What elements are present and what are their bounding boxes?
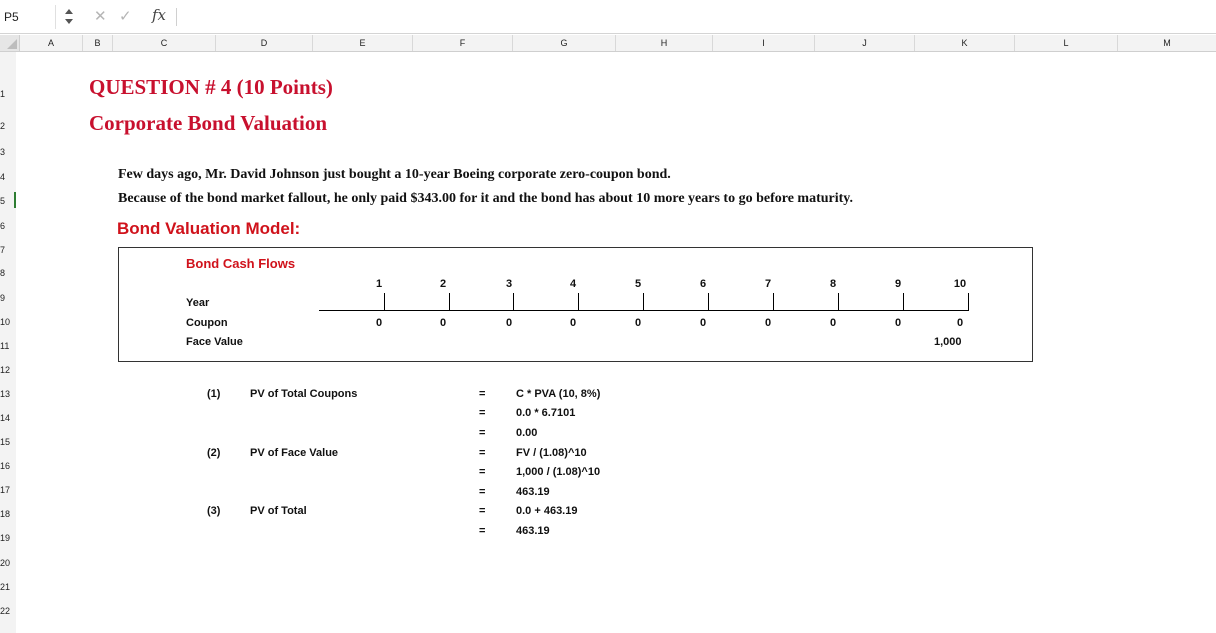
row-header-14[interactable]: 14 [0, 413, 11, 423]
equals-sign: = [479, 427, 486, 439]
face-value-label: Face Value [186, 336, 243, 348]
face-value-amount: 1,000 [934, 336, 962, 348]
calc-2-line-3: 463.19 [516, 486, 550, 498]
year-10: 10 [953, 278, 967, 290]
row-header-8[interactable]: 8 [0, 268, 6, 278]
column-header-k[interactable]: K [915, 35, 1015, 51]
arrow-down-icon[interactable] [65, 19, 73, 24]
row-header-17[interactable]: 17 [0, 485, 11, 495]
row-header-1[interactable]: 1 [0, 89, 6, 99]
column-header-g[interactable]: G [513, 35, 616, 51]
year-6: 6 [699, 278, 707, 290]
year-9: 9 [894, 278, 902, 290]
calc-2-line-1: FV / (1.08)^10 [516, 447, 587, 459]
row-header-15[interactable]: 15 [0, 437, 11, 447]
equals-sign: = [479, 505, 486, 517]
formula-bar-divider [176, 8, 177, 26]
year-2: 2 [439, 278, 447, 290]
timeline-tick [643, 293, 644, 310]
column-header-a[interactable]: A [20, 35, 83, 51]
column-headers [20, 35, 1216, 52]
column-header-d[interactable]: D [216, 35, 313, 51]
row-headers [0, 52, 16, 633]
coupon-3: 0 [505, 317, 513, 329]
year-3: 3 [505, 278, 513, 290]
year-7: 7 [764, 278, 772, 290]
row-header-18[interactable]: 18 [0, 509, 11, 519]
model-heading: Bond Valuation Model: [117, 219, 301, 238]
row-header-20[interactable]: 20 [0, 558, 11, 568]
equals-sign: = [479, 447, 486, 459]
name-box[interactable]: P5 [0, 5, 56, 29]
equals-sign: = [479, 486, 486, 498]
calc-number-2: (2) [207, 447, 221, 459]
equals-sign: = [479, 466, 486, 478]
calc-3-line-1: 0.0 + 463.19 [516, 505, 578, 517]
calc-1-line-2: 0.0 * 6.7101 [516, 407, 576, 419]
calc-1-line-3: 0.00 [516, 427, 538, 439]
year-1: 1 [375, 278, 383, 290]
timeline-axis [319, 310, 969, 311]
row-header-3[interactable]: 3 [0, 147, 6, 157]
timeline-tick [903, 293, 904, 310]
row-header-9[interactable]: 9 [0, 293, 6, 303]
timeline-tick [968, 293, 969, 310]
coupon-5: 0 [634, 317, 642, 329]
timeline-tick [708, 293, 709, 310]
row-header-22[interactable]: 22 [0, 606, 11, 616]
equals-sign: = [479, 525, 486, 537]
column-header-h[interactable]: H [616, 35, 713, 51]
select-all-icon [7, 39, 17, 49]
question-title: QUESTION # 4 (10 Points) [89, 75, 333, 99]
calc-label-2: PV of Face Value [250, 447, 339, 459]
column-header-m[interactable]: M [1163, 38, 1171, 48]
row-header-12[interactable]: 12 [0, 365, 11, 375]
row-header-2[interactable]: 2 [0, 121, 6, 131]
row-header-21[interactable]: 21 [0, 582, 11, 592]
coupon-9: 0 [894, 317, 902, 329]
row-header-7[interactable]: 7 [0, 245, 6, 255]
coupon-8: 0 [829, 317, 837, 329]
active-row-indicator [14, 192, 16, 208]
confirm-icon[interactable]: ✓ [119, 8, 132, 25]
fx-icon[interactable]: fx [152, 6, 167, 24]
coupon-2: 0 [439, 317, 447, 329]
problem-text-line-2: Because of the bond market fallout, he only paid $343.00 for it and the bond has about 10 more years to go before maturity. [118, 191, 854, 206]
coupon-6: 0 [699, 317, 707, 329]
equals-sign: = [479, 407, 486, 419]
timeline-tick [384, 293, 385, 310]
column-header-l[interactable]: L [1015, 35, 1118, 51]
coupon-10: 0 [956, 317, 964, 329]
coupon-4: 0 [569, 317, 577, 329]
column-header-b[interactable]: B [83, 35, 113, 51]
row-header-13[interactable]: 13 [0, 389, 11, 399]
calc-1-line-1: C * PVA (10, 8%) [516, 388, 601, 400]
timeline-tick [773, 293, 774, 310]
question-subtitle: Corporate Bond Valuation [89, 111, 328, 135]
row-header-19[interactable]: 19 [0, 533, 11, 543]
arrow-up-icon[interactable] [65, 9, 73, 14]
calc-number-3: (3) [207, 505, 221, 517]
row-header-4[interactable]: 4 [0, 172, 6, 182]
cash-flow-title: Bond Cash Flows [186, 256, 296, 271]
calc-number-1: (1) [207, 388, 221, 400]
calc-label-3: PV of Total [250, 505, 307, 517]
column-header-i[interactable]: I [713, 35, 815, 51]
row-header-6[interactable]: 6 [0, 221, 6, 231]
year-label: Year [186, 297, 210, 309]
calc-3-line-2: 463.19 [516, 525, 550, 537]
column-header-c[interactable]: C [113, 35, 216, 51]
calc-2-line-2: 1,000 / (1.08)^10 [516, 466, 601, 478]
timeline-tick [578, 293, 579, 310]
coupon-label: Coupon [186, 317, 228, 329]
name-box-stepper[interactable] [62, 6, 76, 28]
select-all-corner[interactable] [0, 35, 20, 52]
year-5: 5 [634, 278, 642, 290]
coupon-1: 0 [375, 317, 383, 329]
row-header-16[interactable]: 16 [0, 461, 11, 471]
row-header-11[interactable]: 11 [0, 341, 10, 351]
column-header-f[interactable]: F [413, 35, 513, 51]
column-header-j[interactable]: J [815, 35, 915, 51]
column-header-e[interactable]: E [313, 35, 413, 51]
timeline-tick [513, 293, 514, 310]
row-header-5[interactable]: 5 [0, 196, 6, 206]
formula-input[interactable] [182, 6, 1212, 28]
row-header-10[interactable]: 10 [0, 317, 11, 327]
year-8: 8 [829, 278, 837, 290]
problem-text-line-1: Few days ago, Mr. David Johnson just bought a 10-year Boeing corporate zero-coupon bond. [118, 167, 671, 182]
calc-label-1: PV of Total Coupons [250, 388, 358, 400]
year-4: 4 [569, 278, 577, 290]
cancel-icon[interactable]: ✕ [94, 8, 107, 25]
timeline-tick [449, 293, 450, 310]
equals-sign: = [479, 388, 486, 400]
coupon-7: 0 [764, 317, 772, 329]
timeline-tick [838, 293, 839, 310]
